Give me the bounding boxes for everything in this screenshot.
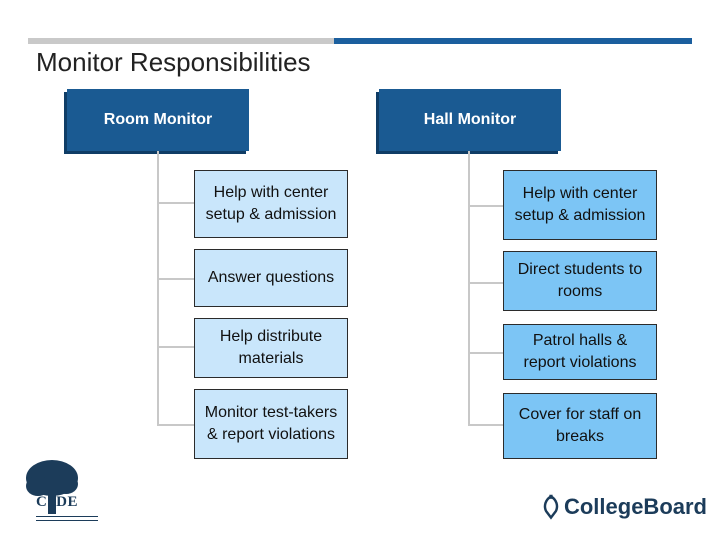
- hall-monitor-connector: [468, 151, 470, 425]
- connector-branch: [157, 202, 194, 204]
- collegeboard-wordmark: CollegeBoard: [563, 494, 707, 519]
- connector-branch: [157, 346, 194, 348]
- hall-task-box: Cover for staff on breaks: [503, 393, 657, 459]
- connector-branch: [468, 205, 503, 207]
- hall-task-box: Help with center setup & admission: [503, 170, 657, 240]
- hall-task-box: Patrol halls & report violations: [503, 324, 657, 380]
- connector-branch: [468, 282, 503, 284]
- top-divider-blue: [334, 38, 692, 44]
- slide-title: Monitor Responsibilities: [36, 47, 311, 77]
- acorn-icon: [542, 492, 560, 522]
- room-task-box: Monitor test-takers & report violations: [194, 389, 348, 459]
- top-divider-gray: [28, 38, 334, 44]
- connector-branch: [468, 352, 503, 354]
- csde-logo: [22, 456, 106, 524]
- room-monitor-header: Room Monitor: [67, 89, 249, 151]
- hall-monitor-header: Hall Monitor: [379, 89, 561, 151]
- room-task-box: Help distribute materials: [194, 318, 348, 378]
- csde-wordmark: CSDE: [36, 494, 79, 510]
- room-monitor-connector: [157, 151, 159, 425]
- collegeboard-logo: [542, 490, 707, 524]
- room-task-box: Answer questions: [194, 249, 348, 307]
- hall-task-box: Direct students to rooms: [503, 251, 657, 311]
- connector-branch: [157, 278, 194, 280]
- room-task-box: Help with center setup & admission: [194, 170, 348, 238]
- connector-branch: [157, 424, 194, 426]
- tree-icon: [22, 456, 106, 524]
- connector-branch: [468, 424, 503, 426]
